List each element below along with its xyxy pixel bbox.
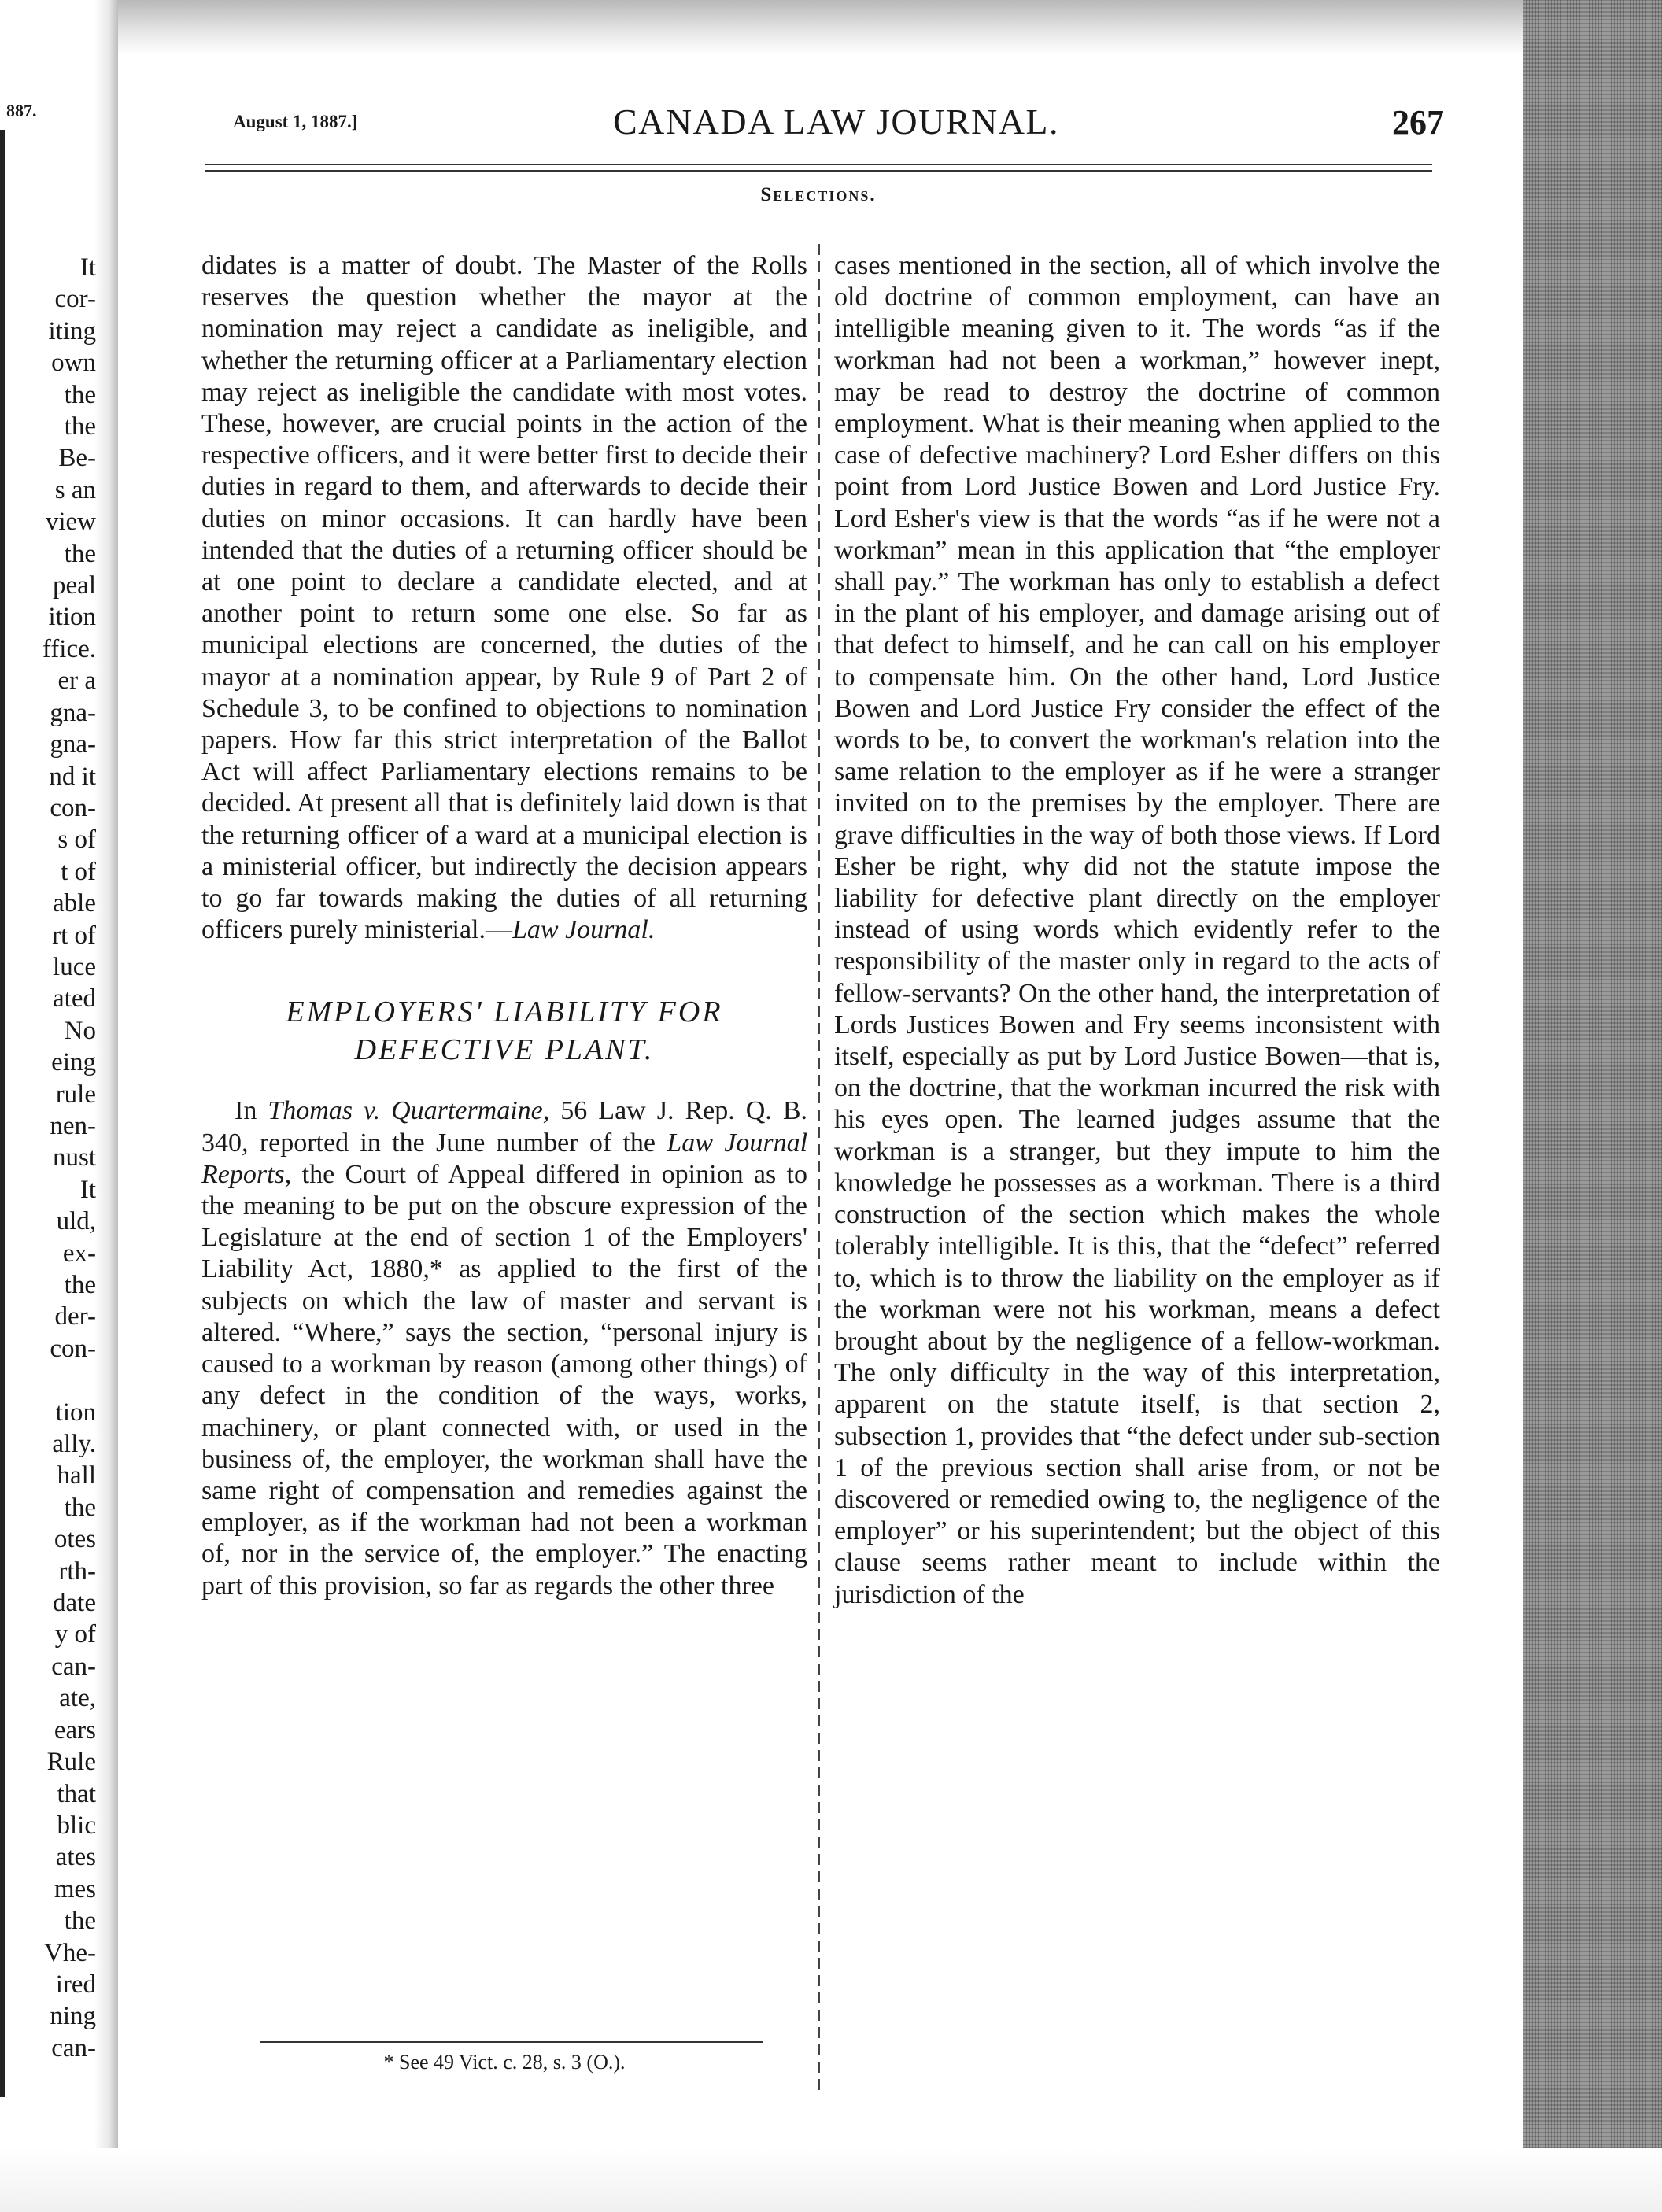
previous-page-line: t of xyxy=(61,857,96,886)
previous-page-line: the xyxy=(64,1907,96,1936)
previous-page-line: otes xyxy=(54,1525,96,1554)
previous-page-line: Rule xyxy=(46,1748,96,1777)
previous-page-line: rt of xyxy=(52,921,96,950)
previous-page-line: hall xyxy=(57,1461,96,1490)
left-column xyxy=(201,250,807,1602)
previous-page-line: can- xyxy=(51,2033,96,2062)
previous-page-line: ffice. xyxy=(42,634,96,663)
page-number: 267 xyxy=(1392,103,1444,142)
previous-page-line: the xyxy=(64,1271,96,1299)
continued-paragraph-text: didates is a matter of doubt. The Master of the Rolls reserves the question whether the mayor at the nomination may reject a candidate as ineligible, and whether the returning officer at a Parliamentary election may reject as ineligible the candidate with most votes. These, however, are crucial points in the action of the respective officers, and it were better first to decide their duties in regard to them, and afterwards to decide their duties on minor occasions. It can hardly have been intended that the duties of a returning officer should be at one point to declare a candidate elected, and at another point to return some one else. So far as municipal elections are concerned, the duties of the mayor at a nomination appear, by Rule 9 of Part 2 of Schedule 3, to be confined to objections to nomination papers. How far this strict interpretation of the Ballot Act will affect Parliamentary elections remains to be decided. At present all that is definitely laid down is that the returning officer of a ward at a municipal election is a ministerial officer, but indirectly the decision appears to go far towards making the duties of all returning officers purely ministerial.— xyxy=(201,251,807,945)
gutter-line xyxy=(0,130,5,2097)
previous-page-line: the xyxy=(64,539,96,568)
column-divider xyxy=(818,244,820,2093)
previous-page-line: s an xyxy=(54,475,96,504)
journal-title: CANADA LAW JOURNAL. xyxy=(612,102,1060,142)
previous-page-line: Be- xyxy=(58,444,96,473)
right-column xyxy=(834,250,1440,1611)
previous-page-line: uld, xyxy=(56,1207,96,1236)
previous-page-line: It xyxy=(79,253,96,282)
scan-right-edge xyxy=(1523,0,1662,2212)
previous-page-line: mes xyxy=(54,1874,96,1904)
previous-page-line: the xyxy=(64,1493,96,1522)
previous-page-line: own xyxy=(51,349,96,378)
previous-page-line: nen- xyxy=(50,1111,96,1140)
previous-page-line: con- xyxy=(50,1334,96,1363)
previous-page-line: con- xyxy=(50,793,96,822)
article-title-line-2: DEFECTIVE PLANT. xyxy=(354,1033,655,1067)
header-rule xyxy=(205,164,1432,172)
footnote-rule xyxy=(260,2041,763,2043)
source-citation: Law Journal. xyxy=(512,915,656,945)
previous-page-line: date xyxy=(53,1589,96,1618)
previous-page-line: gna- xyxy=(50,698,96,727)
previous-page-line: cor- xyxy=(54,285,96,314)
scan-top-shadow xyxy=(118,0,1523,55)
previous-page-line: s of xyxy=(57,825,96,855)
para-part-3: the Court of Appeal differed in opinion as to the meaning to be put on the obscure expression of the Legislature at the end of section 1 of the Employers' Liability Act, 1880,* as applied to the first of the subjects on which the law of master and servant is altered. “Where,” says the section, “personal injury is caused to a workman by reason (among other things) of any defect in the condition of the ways, works, machinery, or plant connected with, or used in the business of, the employer, the workman shall have the same right of compensation and remedies against the employer, as if the workman had not been a workman of, nor in the service of, the employer.” The enacting part of this provision, so far as regards the other three xyxy=(201,1159,808,1601)
para-in: In xyxy=(235,1096,257,1126)
previous-page-line xyxy=(8,1364,96,1396)
previous-page-line: ally. xyxy=(52,1430,96,1459)
case-name: Thomas v. Quartermaine, xyxy=(268,1096,550,1126)
previous-page-line: ning xyxy=(50,2002,96,2031)
reports-name: Law Journal Reports, xyxy=(201,1128,808,1189)
section-heading: Selections. xyxy=(760,184,877,205)
previous-page-line: iting xyxy=(48,316,96,345)
previous-page-number: 887. xyxy=(6,101,37,120)
previous-page-line: that xyxy=(57,1779,96,1808)
previous-page-line: luce xyxy=(53,952,96,981)
previous-page-line: rule xyxy=(55,1080,96,1109)
previous-page-line: Vhe- xyxy=(44,1938,96,1967)
article-title-line-1: EMPLOYERS' LIABILITY FOR xyxy=(286,995,723,1029)
previous-page-line: peal xyxy=(53,571,96,600)
previous-page-line: nd it xyxy=(49,762,96,791)
previous-page-line: ears xyxy=(54,1715,96,1745)
previous-page-line: can- xyxy=(51,1652,96,1681)
previous-page-line: gna- xyxy=(50,730,96,759)
previous-page-line: nust xyxy=(52,1143,96,1172)
previous-page-line: It xyxy=(79,1175,96,1204)
previous-page-line: No xyxy=(64,1016,96,1045)
scan-bottom-edge xyxy=(0,2148,1662,2212)
header-date: August 1, 1887.] xyxy=(233,112,358,131)
previous-page-line: der- xyxy=(54,1302,96,1331)
previous-page-line: ate, xyxy=(59,1684,96,1713)
continued-paragraph xyxy=(201,250,807,946)
para-part-2: 56 Law J. Rep. Q. B. 340, reported in the June number of the xyxy=(201,1096,808,1158)
previous-page-line: ired xyxy=(55,1970,96,1999)
previous-page-line: ates xyxy=(55,1843,96,1872)
previous-page-line: the xyxy=(64,412,96,441)
previous-page-line: rth- xyxy=(58,1557,96,1586)
previous-page-line: the xyxy=(64,380,96,409)
article-title xyxy=(201,993,807,1069)
previous-page-line: able xyxy=(53,889,96,918)
previous-page-line: ated xyxy=(53,984,96,1014)
previous-page-line: tion xyxy=(55,1398,96,1427)
right-column-text: cases mentioned in the section, all of which involve the old doctrine of common employment, can have an intelligible meaning given to it. The words “as if the workman had not been a workman,” however inept, may be read to destroy the doctrine of common employment. What is their meaning when applied to the case of defective machinery? Lord Esher differs on this point from Lord Justice Bowen and Lord Justice Fry. Lord Esher's view is that the words “as if he were not a workman” mean in this application that “the employer shall pay.” The workman has only to establish a defect in the plant of his employer, and damage arising out of that defect to himself, and he can call on his employer to compensate him. On the other hand, Lord Justice Bowen and Lord Justice Fry consider the effect of the words to be, to convert the workman's relation into the same relation to the employer as if he were a stranger invited on to the premises by the employer. There are grave difficulties in the way of both those views. If Lord Esher be right, why did not the statute impose the liability for defective plant directly on the employer instead of using words which evidently refer to the responsibility of the master only in regard to the acts of fellow-servants? On the other hand, the interpretation of Lords Justices Bowen and Fry seems inconsistent with itself, especially as put by Lord Justice Bowen—that is, on the doctrine, that the workman incurred the risk with his eyes open. The learned judges assume that the workman is a stranger, but they impute to him the knowledge he possesses as a workman. There is a third construction of the section which makes the whole tolerably intelligible. It is this, that the “defect” referred to, which is to throw the liability on the employer as if the workman were not his workman, means a defect brought about by the negligence of a fellow-workman. The only difficulty in the way of this interpretation, apparent on the statute itself, is that section 2, subsection 1, provides that “the defect under sub-section 1 of the previous section shall arise from, or not be discovered or remedied owing to, the negligence of the employer” or his superintendent; but the object of this clause seems rather meant to include within the jurisdiction of the xyxy=(834,251,1440,1609)
previous-page-line: view xyxy=(45,508,96,537)
previous-page-line: blic xyxy=(57,1811,96,1840)
previous-page-line: er a xyxy=(57,667,96,696)
page-header xyxy=(228,94,1444,150)
previous-page-line: ition xyxy=(48,603,96,632)
footnote: * See 49 Vict. c. 28, s. 3 (O.). xyxy=(383,2051,626,2074)
previous-page-line: ex- xyxy=(62,1239,96,1268)
previous-page-margin-text xyxy=(8,252,96,2064)
previous-page-line: eing xyxy=(51,1048,96,1077)
previous-page-line: y of xyxy=(54,1620,96,1649)
article-paragraph xyxy=(201,1095,807,1601)
